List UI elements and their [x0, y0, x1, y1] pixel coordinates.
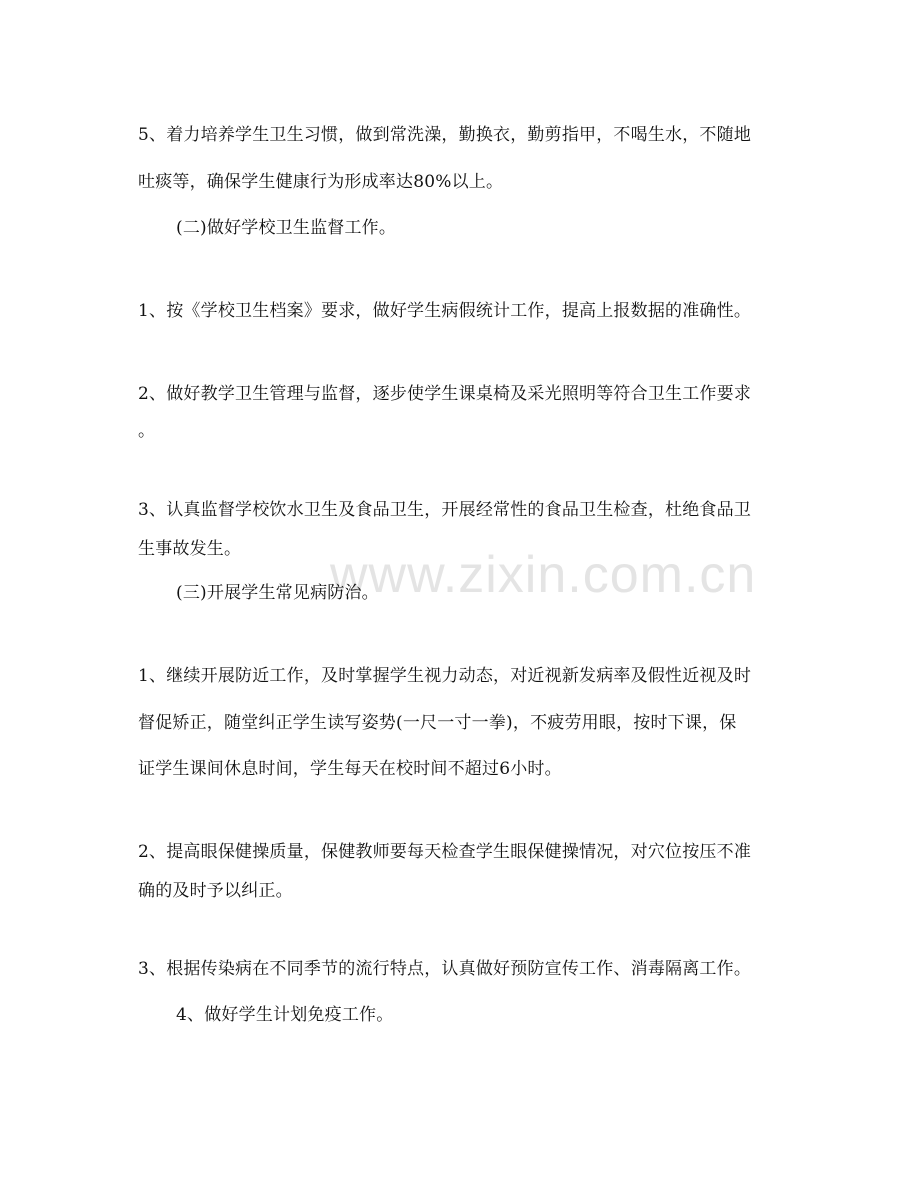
paragraph-line: 4、做好学生计划免疫工作。	[176, 1005, 394, 1025]
watermark: www.zixin.com.cn	[330, 546, 757, 604]
paragraph-line: 2、提高眼保健操质量，保健教师要每天检查学生眼保健操情况，对穴位按压不准	[138, 842, 752, 862]
paragraph-line: 1、继续开展防近工作，及时掌握学生视力动态，对近视新发病率及假性近视及时	[138, 666, 752, 686]
paragraph-line: 确的及时予以纠正。	[138, 881, 293, 901]
paragraph-line: 2、做好教学卫生管理与监督，逐步使学生课桌椅及采光照明等符合卫生工作要求	[138, 384, 752, 404]
paragraph-line: 生事故发生。	[138, 539, 242, 559]
paragraph-line: 。	[138, 421, 156, 441]
paragraph-line: 吐痰等，确保学生健康行为形成率达80%以上。	[138, 172, 504, 192]
paragraph-line: 督促矫正，随堂纠正学生读写姿势(一尺一寸一拳)，不疲劳用眼，按时下课，保	[138, 713, 737, 733]
paragraph-line: 证学生课间休息时间，学生每天在校时间不超过6小时。	[138, 759, 562, 779]
paragraph-line: 5、着力培养学生卫生习惯，做到常洗澡，勤换衣，勤剪指甲，不喝生水，不随地	[138, 125, 752, 145]
section-heading: (三)开展学生常见病防治。	[176, 583, 379, 603]
paragraph-line: 3、根据传染病在不同季节的流行特点，认真做好预防宣传工作、消毒隔离工作。	[138, 959, 752, 979]
section-heading: (二)做好学校卫生监督工作。	[176, 218, 397, 238]
paragraph-line: 3、认真监督学校饮水卫生及食品卫生，开展经常性的食品卫生检查，杜绝食品卫	[138, 500, 752, 520]
paragraph-line: 1、按《学校卫生档案》要求，做好学生病假统计工作，提高上报数据的准确性。	[138, 301, 752, 321]
